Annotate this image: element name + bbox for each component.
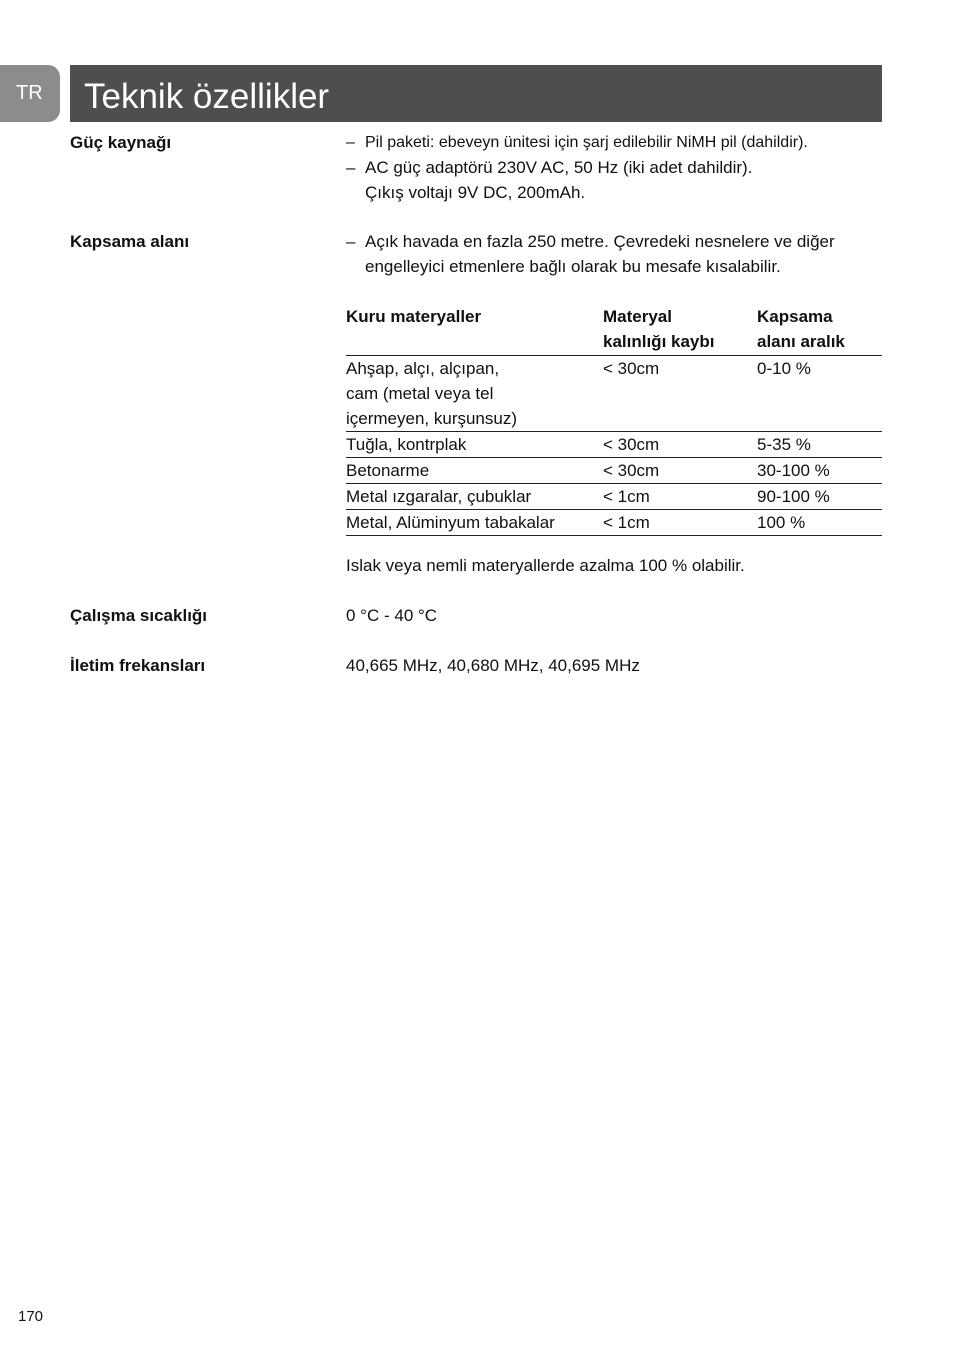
range-description xyxy=(346,229,882,279)
table-cell: Ahşap, alçı, alçıpan, cam (metal veya tel içermeyen, kurşunsuz) xyxy=(346,356,603,432)
table-row xyxy=(346,458,882,484)
power-item-adapter: – AC güç adaptörü 230V AC, 50 Hz (iki adet dahildir). Çıkış voltajı 9V DC, 200mAh. xyxy=(346,158,753,202)
range-note: Islak veya nemli materyallerde azalma 100 % olabilir. xyxy=(346,556,745,575)
frequency-value: 40,665 MHz, 40,680 MHz, 40,695 MHz xyxy=(346,656,640,675)
title-bar xyxy=(70,65,882,122)
table-cell: < 30cm xyxy=(603,458,757,484)
table-cell: Tuğla, kontrplak xyxy=(346,432,603,458)
table-cell: Metal ızgaralar, çubuklar xyxy=(346,484,603,510)
table-cell: < 1cm xyxy=(603,484,757,510)
table-header-row xyxy=(346,304,882,356)
temperature-label: Çalışma sıcaklığı xyxy=(70,606,208,625)
table-row xyxy=(346,432,882,458)
table-cell: 90-100 % xyxy=(757,484,882,510)
power-item-battery: – Pil paketi: ebeveyn ünitesi için şarj edilebilir NiMH pil (dahildir). xyxy=(346,134,808,151)
table-cell: Metal, Alüminyum tabakalar xyxy=(346,510,603,536)
table-cell: < 1cm xyxy=(603,510,757,536)
page-number: 170 xyxy=(18,1308,44,1325)
header-thickness-loss: Materyal kalınlığı kaybı xyxy=(603,304,757,356)
table-cell: 30-100 % xyxy=(757,458,882,484)
frequency-label: İletim frekansları xyxy=(70,656,206,675)
table-row xyxy=(346,510,882,536)
table-cell: < 30cm xyxy=(603,356,757,432)
table-row xyxy=(346,356,882,432)
header-dry-materials: Kuru materyaller xyxy=(346,304,603,356)
range-label: Kapsama alanı xyxy=(70,232,190,251)
table-cell: 100 % xyxy=(757,510,882,536)
temperature-value: 0 °C - 40 °C xyxy=(346,606,438,625)
table-row xyxy=(346,484,882,510)
page-title: Teknik özellikler xyxy=(84,77,330,116)
table-cell: Betonarme xyxy=(346,458,603,484)
power-supply-label: Güç kaynağı xyxy=(70,133,172,152)
language-tab: TR xyxy=(0,65,60,122)
table-cell: < 30cm xyxy=(603,432,757,458)
materials-table xyxy=(346,304,882,536)
table-cell: 5-35 % xyxy=(757,432,882,458)
table-cell: 0-10 % xyxy=(757,356,882,432)
header-range: Kapsama alanı aralık xyxy=(757,304,882,356)
range-item: – Açık havada en fazla 250 metre. Çevredeki nesnelere ve diğer engelleyici etmenlere bağlı olarak bu mesafe kısalabilir. xyxy=(346,232,835,276)
power-supply-list xyxy=(346,130,882,205)
